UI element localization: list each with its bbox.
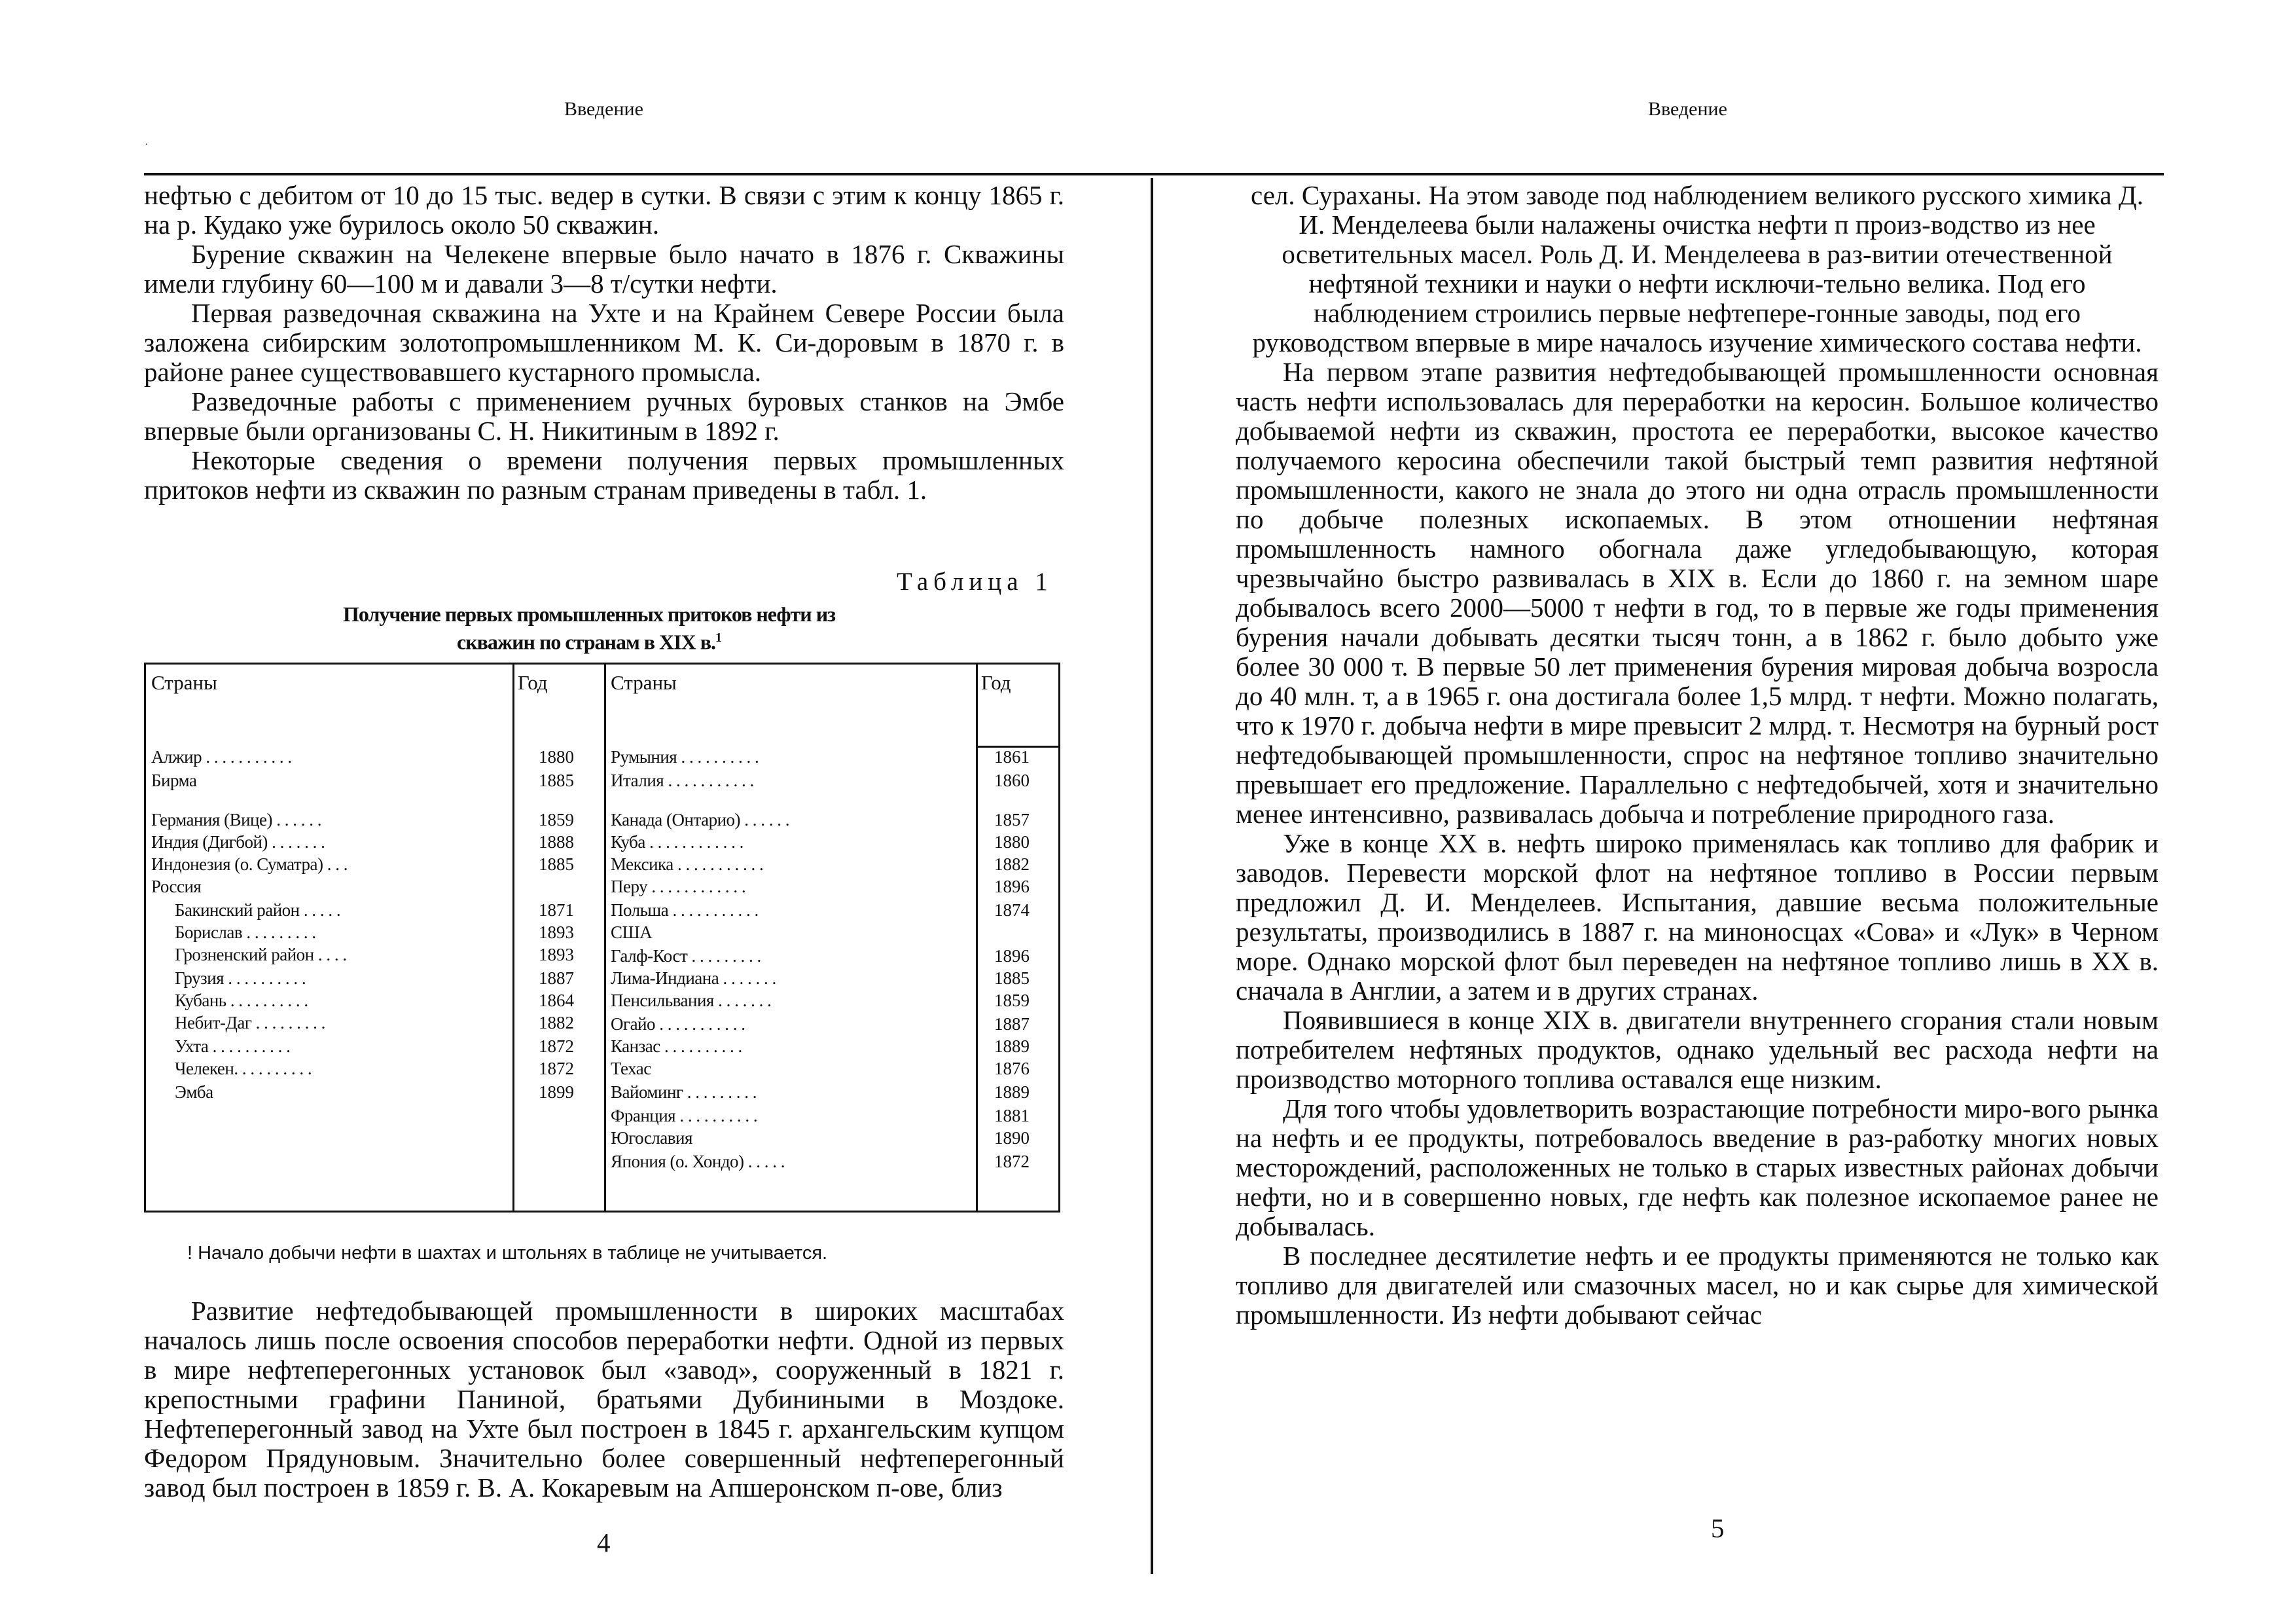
table-cell-year: 1874 xyxy=(994,900,1030,920)
table-cell-country: Германия (Вице) . . . . . . xyxy=(151,810,321,830)
table-cell-country: Югославия xyxy=(611,1128,692,1148)
table-caption: Таблица 1 xyxy=(897,568,1053,596)
table-cell-year: 1889 xyxy=(994,1082,1030,1102)
table-cell-country: Лима-Индиана . . . . . . . xyxy=(611,968,776,988)
table-cell-country: Бакинский район . . . . . xyxy=(175,900,341,920)
table-cell-country: Румыния . . . . . . . . . . xyxy=(611,747,759,767)
paragraph: Появившиеся в конце XIX в. двигатели внутреннего сгорания стали новым потребителем нефтяных продуктов, однако удельный вес расхода нефти на производство моторного топлива оставался еще низким. xyxy=(1236,1005,2159,1094)
table-cell-country: Бирма xyxy=(151,771,197,790)
table-col-divider xyxy=(604,665,606,1211)
table-cell-country: Индонезия (о. Суматра) . . . xyxy=(151,854,348,874)
table-cell-year: 1880 xyxy=(539,747,574,767)
table-cell-country: Вайоминг . . . . . . . . . xyxy=(611,1082,757,1102)
table-cell-year: 1893 xyxy=(539,945,574,964)
table-cell-country: Ухта . . . . . . . . . . xyxy=(175,1036,291,1056)
table-cell-country: Куба . . . . . . . . . . . . xyxy=(611,832,744,852)
table-cell-year: 1861 xyxy=(994,747,1030,767)
table-cell-year: 1881 xyxy=(994,1106,1030,1125)
table-title-footnote-mark: 1 xyxy=(715,630,721,645)
table-cell-year: 1860 xyxy=(994,771,1030,790)
table-cell-year: 1896 xyxy=(994,946,1030,966)
paragraph: Развитие нефтедобывающей промышленности в широких масштабах началось лишь после освоения способов переработки нефти. Одной из первых в мире нефтеперегонных установок был «завод», сооруженный в 1821 г. крепостными графини Паниной, братьями Дубиниными в Моздоке. Нефтеперегонный завод на Ухте был построен в 1845 г. архангельским купцом Федором Прядуновым. Значительно более совершенный нефтеперегонный завод был построен в 1859 г. В. А. Кокаревым на Апшеронском п-ове, близ xyxy=(144,1296,1064,1503)
table-cell-country: Эмба xyxy=(175,1082,213,1102)
table-cell-country: Грузия . . . . . . . . . . xyxy=(175,968,306,988)
table-cell-year: 1899 xyxy=(539,1082,574,1102)
table-cell-year: 1882 xyxy=(539,1013,574,1032)
table-cell-country: Япония (о. Хондо) . . . . . xyxy=(611,1152,785,1171)
table-col-divider xyxy=(512,665,514,1211)
table-title xyxy=(236,602,942,654)
table-cell-country: Алжир . . . . . . . . . . . xyxy=(151,747,292,767)
table-cell-year: 1889 xyxy=(994,1036,1030,1056)
table-cell-year: 1893 xyxy=(539,922,574,942)
table-cell-year: 1872 xyxy=(539,1059,574,1078)
table-cell-country: США xyxy=(611,922,653,942)
table-title-line1: Получение первых промышленных притоков нефти из xyxy=(343,602,835,626)
left-page-bottom-text xyxy=(144,1296,1064,1503)
table-cell-country: Канада (Онтарио) . . . . . . xyxy=(611,810,790,830)
paragraph: Бурение скважин на Челекене впервые было начато в 1876 г. Скважины имели глубину 60—100 м и давали 3—8 т/сутки нефти. xyxy=(144,239,1064,299)
table-cell-country: Россия xyxy=(151,877,202,896)
table-cell-country: Италия . . . . . . . . . . . xyxy=(611,771,754,790)
paragraph: Некоторые сведения о времени получения первых промышленных притоков нефти из скважин по разным странам приведены в табл. 1. xyxy=(144,445,1064,505)
table-cell-year: 1872 xyxy=(994,1152,1030,1171)
header-countries-left: Страны xyxy=(151,671,217,694)
table-cell-country: Индия (Дигбой) . . . . . . . xyxy=(151,832,325,852)
table-cell-country: Пенсильвания . . . . . . . xyxy=(611,991,772,1010)
table-cell-country: Небит-Даг . . . . . . . . . xyxy=(175,1013,325,1032)
table-cell-country: Перу . . . . . . . . . . . . xyxy=(611,877,746,896)
table-footnote: ! Начало добычи нефти в шахтах и штольнях в таблице не учитывается. xyxy=(187,1243,828,1264)
table-cell-year: 1885 xyxy=(539,771,574,790)
table-cell-year: 1887 xyxy=(994,1014,1030,1034)
page-number-left: 4 xyxy=(597,1527,611,1558)
table-cell-country: Техас xyxy=(611,1059,651,1078)
table-cell-country: Канзас . . . . . . . . . . xyxy=(611,1036,742,1056)
table-cell-country: Огайо . . . . . . . . . . . xyxy=(611,1014,745,1034)
running-header-left: Введение xyxy=(564,98,643,120)
table-cell-country: Челекен. . . . . . . . . . xyxy=(175,1059,312,1078)
paragraph: нефтью с дебитом от 10 до 15 тыс. ведер в сутки. В связи с этим к концу 1865 г. на р. Кудако уже бурилось около 50 скважин. xyxy=(144,180,1064,240)
table-cell-year: 1857 xyxy=(994,810,1030,830)
table-cell-year: 1872 xyxy=(539,1036,574,1056)
paragraph: сел. Сураханы. На этом заводе под наблюдением великого русского химика Д. И. Менделеева были налажены очистка нефти п произ-водство из нее осветительных масел. Роль Д. И. Менделеева в раз-витии отечественной нефтяной техники и науки о нефти исключи-тельно велика. Под его наблюдением строились первые нефтепере-гонные заводы, под его руководством впервые в мире началось изучение химического состава нефти. xyxy=(1251,180,2144,357)
table-title-line2: скважин по странам в XIX в. xyxy=(456,630,715,654)
table-cell-year: 1876 xyxy=(994,1059,1030,1078)
header-year-left: Год xyxy=(518,671,548,694)
header-year-right: Год xyxy=(981,671,1011,694)
table-cell-year: 1859 xyxy=(539,810,574,830)
table-cell-country: Галф-Кост . . . . . . . . . xyxy=(611,946,761,966)
paragraph: На первом этапе развития нефтедобывающей промышленности основная часть нефти использовалась для переработки на керосин. Большое количество добываемой нефти из скважин, простота ее переработки, высокое качество получаемого керосина обеспечили такой быстрый темп развития нефтяной промышленности, какого не знала до этого ни одна отрасль промышленности по добыче полезных ископаемых. В этом отношении нефтяная промышленность намного обогнала даже угледобывающую, которая чрезвычайно быстро развивалась в XIX в. Если до 1860 г. на земном шаре добывалось всего 2000—5000 т нефти в год, то в первые же годы применения бурения начали добывать десятки тысяч тонн, а в 1862 г. было добыто уже более 30 000 т. В первые 50 лет применения бурения мировая добыча возросла до 40 млн. т, а в 1965 г. она достигала более 1,5 млрд. т нефти. Можно полагать, что к 1970 г. добыча нефти в мире превысит 2 млрд. т. Несмотря на бурный рост нефтедобывающей промышленности, спрос на нефтяное топливо значительно превышает его предложение. Параллельно с нефтедобычей, хотя и значительно менее интенсивно, развивалась добыча и потребление природного газа. xyxy=(1236,357,2159,829)
table-cell-year: 1871 xyxy=(539,900,574,920)
table-cell-year: 1890 xyxy=(994,1128,1030,1148)
page-gutter-rule xyxy=(1151,178,1153,1574)
table-cell-year: 1859 xyxy=(994,991,1030,1010)
table-cell-year: 1896 xyxy=(994,877,1030,896)
table-cell-year: 1885 xyxy=(994,968,1030,988)
table-cell-country: Франция . . . . . . . . . . xyxy=(611,1106,758,1125)
header-rule xyxy=(144,173,2164,175)
paragraph: Первая разведочная скважина на Ухте и на Крайнем Севере России была заложена сибирским золотопромышленником М. К. Си-доровым в 1870 г. в районе ранее существовавшего кустарного промысла. xyxy=(144,298,1064,387)
page-number-right: 5 xyxy=(1711,1513,1725,1543)
paragraph: Для того чтобы удовлетворить возрастающие потребности миро-вого рынка на нефть и ее продукты, потребовалось введение в раз-работку многих новых месторождений, расположенных не только в старых известных районах добычи нефти, но и в совершенно новых, где нефть как полезное ископаемое ранее не добывалась. xyxy=(1236,1093,2159,1241)
stray-mark: . xyxy=(145,137,148,147)
right-page-text xyxy=(1236,181,2159,1330)
table-cell-year: 1880 xyxy=(994,832,1030,852)
table-cell-country: Борислав . . . . . . . . . xyxy=(175,922,316,942)
table-cell-country: Кубань . . . . . . . . . . xyxy=(175,991,308,1010)
table-cell-year: 1887 xyxy=(539,968,574,988)
table-cell-year: 1888 xyxy=(539,832,574,852)
left-page-top-text xyxy=(144,181,1064,505)
oil-table xyxy=(144,663,1060,1213)
table-cell-year: 1885 xyxy=(539,854,574,874)
paragraph: Уже в конце XX в. нефть широко применялась как топливо для фабрик и заводов. Перевести морской флот на нефтяное топливо в России первым предложил Д. И. Менделеев. Испытания, давшие весьма положительные результаты, производились в 1887 г. на миноносцах «Сова» и «Лук» в Черном море. Однако морской флот был переведен на нефтяное топливо лишь в XX в. сначала в Англии, а затем и в других странах. xyxy=(1236,828,2159,1006)
running-header-right: Введение xyxy=(1648,98,1727,120)
header-countries-right: Страны xyxy=(611,671,677,694)
paragraph: Разведочные работы с применением ручных буровых станков на Эмбе впервые были организованы С. Н. Никитиным в 1892 г. xyxy=(144,386,1064,446)
paragraph: В последнее десятилетие нефть и ее продукты применяются не только как топливо для двигателей или смазочных масел, но и как сырье для химической промышленности. Из нефти добывают сейчас xyxy=(1236,1241,2159,1330)
table-cell-year: 1882 xyxy=(994,854,1030,874)
table-cell-country: Мексика . . . . . . . . . . . xyxy=(611,854,764,874)
table-cell-country: Грозненский район . . . . xyxy=(175,945,347,964)
table-cell-year: 1864 xyxy=(539,991,574,1010)
table-cell-country: Польша . . . . . . . . . . . xyxy=(611,900,759,920)
